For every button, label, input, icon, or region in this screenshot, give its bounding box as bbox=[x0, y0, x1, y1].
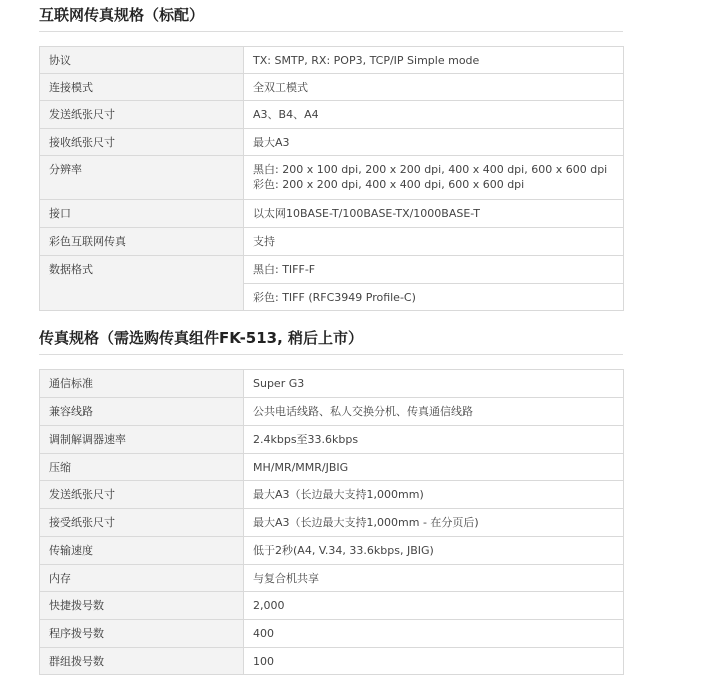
row-value: 400 bbox=[253, 627, 274, 640]
table-row bbox=[40, 370, 624, 398]
internet-fax-spec-section bbox=[39, 4, 623, 311]
table-row bbox=[40, 509, 624, 537]
fax-spec-section bbox=[39, 327, 623, 675]
internet-fax-spec-table bbox=[39, 46, 624, 311]
row-value: 最大A3（长边最大支持1,000mm) bbox=[253, 488, 424, 501]
row-value: 黑白: TIFF-F bbox=[253, 263, 316, 276]
row-value: 黑白: 200 x 100 dpi, 200 x 200 dpi, 400 x 400 dpi, 600 x 600 dpi bbox=[253, 163, 608, 176]
row-label: 兼容线路 bbox=[49, 405, 93, 418]
table-row bbox=[40, 256, 624, 284]
row-value: 2.4kbps至33.6kbps bbox=[253, 433, 359, 446]
table-row bbox=[40, 398, 624, 426]
table-row bbox=[40, 47, 624, 74]
row-label: 数据格式 bbox=[49, 263, 93, 276]
row-value: 支持 bbox=[253, 235, 275, 248]
row-label: 调制解调器速率 bbox=[49, 433, 126, 446]
table-row bbox=[40, 129, 624, 156]
row-value: 彩色: 200 x 200 dpi, 400 x 400 dpi, 600 x 600 dpi bbox=[253, 178, 525, 191]
row-value: TX: SMTP, RX: POP3, TCP/IP Simple mode bbox=[253, 54, 480, 67]
table-row bbox=[40, 565, 624, 592]
row-label: 通信标准 bbox=[49, 377, 93, 390]
row-value: 与复合机共享 bbox=[253, 572, 319, 585]
row-label: 快捷拨号数 bbox=[49, 599, 104, 612]
row-label: 分辨率 bbox=[49, 163, 82, 176]
row-label: 接受纸张尺寸 bbox=[49, 516, 115, 529]
row-label: 连接模式 bbox=[49, 81, 93, 94]
row-value: MH/MR/MMR/JBIG bbox=[253, 461, 349, 474]
table-row bbox=[40, 454, 624, 481]
table-row bbox=[40, 648, 624, 675]
table-row bbox=[40, 101, 624, 129]
row-label: 接收纸张尺寸 bbox=[49, 136, 115, 149]
row-value: 公共电话线路、私人交换分机、传真通信线路 bbox=[253, 405, 473, 418]
row-value: 100 bbox=[253, 655, 274, 668]
row-value: 全双工模式 bbox=[253, 81, 308, 94]
row-value: 低于2秒(A4, V.34, 33.6kbps, JBIG) bbox=[253, 544, 434, 557]
row-value: 彩色: TIFF (RFC3949 Profile-C) bbox=[253, 291, 416, 304]
row-value: A3、B4、A4 bbox=[253, 108, 319, 121]
table-row bbox=[40, 481, 624, 509]
row-label: 程序拨号数 bbox=[49, 627, 104, 640]
table-row bbox=[40, 592, 624, 620]
table-row bbox=[40, 74, 624, 101]
section-title: 传真规格（需选购传真组件FK-513, 稍后上市） bbox=[39, 327, 623, 355]
row-label: 群组拨号数 bbox=[49, 655, 104, 668]
row-value: 2,000 bbox=[253, 599, 285, 612]
row-value: 最大A3（长边最大支持1,000mm - 在分页后) bbox=[253, 516, 479, 529]
table-row bbox=[40, 620, 624, 648]
table-row bbox=[40, 228, 624, 256]
table-row bbox=[40, 200, 624, 228]
row-label: 协议 bbox=[49, 54, 71, 67]
row-value: 最大A3 bbox=[253, 136, 290, 149]
row-label: 传输速度 bbox=[49, 544, 93, 557]
table-row bbox=[40, 537, 624, 565]
row-label: 接口 bbox=[49, 207, 71, 220]
row-label: 彩色互联网传真 bbox=[49, 235, 126, 248]
section-title: 互联网传真规格（标配） bbox=[39, 4, 623, 32]
row-label: 内存 bbox=[49, 572, 71, 585]
table-row bbox=[40, 156, 624, 200]
row-label: 压缩 bbox=[49, 461, 71, 474]
row-value: 以太网10BASE-T/100BASE-TX/1000BASE-T bbox=[253, 207, 480, 220]
table-row bbox=[40, 426, 624, 454]
row-value: Super G3 bbox=[253, 377, 305, 390]
row-label: 发送纸张尺寸 bbox=[49, 108, 115, 121]
fax-spec-table bbox=[39, 369, 624, 675]
row-label: 发送纸张尺寸 bbox=[49, 488, 115, 501]
